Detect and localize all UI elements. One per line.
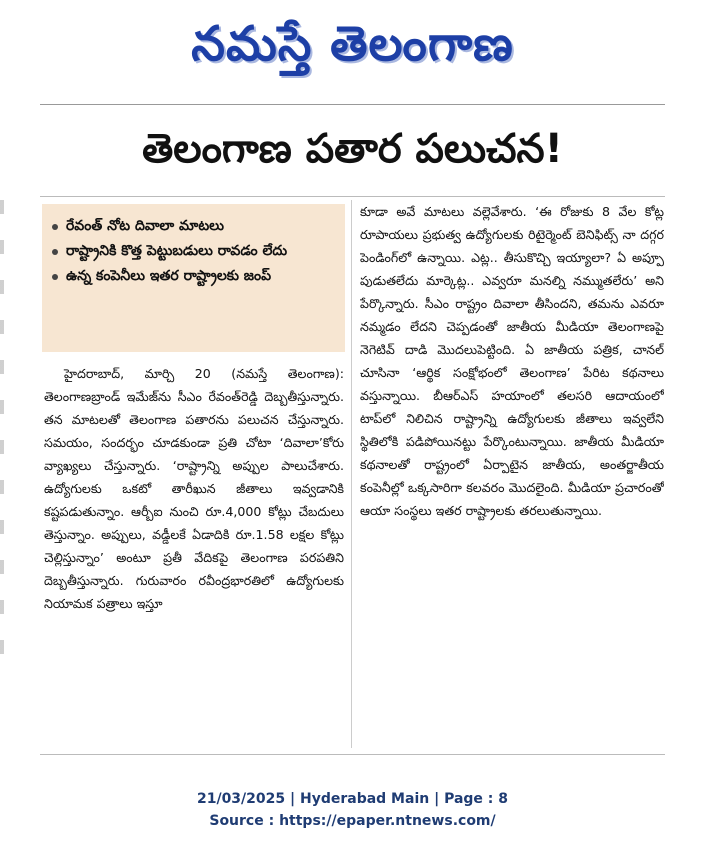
article-column-left (44, 362, 344, 748)
article-column-right (360, 200, 664, 748)
highlight-item: రాష్ట్రానికి కొత్త పెట్టుబడులు రావడం లేదు (52, 241, 337, 262)
highlight-item: రేవంత్ నోట దివాలా మాటలు (52, 216, 337, 237)
source-link[interactable]: Source : https://epaper.ntnews.com/ (209, 813, 496, 829)
source-footer (0, 788, 705, 832)
scan-edge-marks (0, 200, 4, 670)
article-paragraph: కూడా అవే మాటలు వల్లెవేశారు. ‘ఈ రోజుకు 8 వేల కోట్ల రూపాయలు ప్రభుత్వ ఉద్యోగులకు రిటైర్మెంట్ బెనిఫిట్స్ నా దగ్గర పెండింగ్‌లో ఉన్నాయి. ఎట్ల.. తీసుకొచ్చి ఇయ్యాలా? ఏ అప్పూ పుడుతలేదు మార్కెట్ల.. ఎవ్వరూ మనల్ని నమ్ముతలేరు’ అని పేర్కొన్నారు. సీఎం రాష్ట్రం దివాలా తీసిందని, తమను ఎవరూ నమ్మడం లేదని చెప్పడంతో జాతీయ మీడియా తెలంగాణపై నెగెటివ్ దాడి మొదలుపెట్టింది. ఏ జాతీయ పత్రిక, చానల్ చూసినా ‘ఆర్థిక సంక్షోభంలో తెలంగాణ’ పేరిట కథనాలు వస్తున్నాయి. బీఆర్‌ఎస్ హయాంలో తలసరి ఆదాయంలో టాప్‌లో నిలిచిన రాష్ట్రాన్ని ఉద్యోగులకు జీతాలు ఇవ్వలేని స్థితిలోకి పడిపోయినట్టు పేర్కొంటున్నాయి. జాతీయ మీడియా కథనాలతో రాష్ట్రంలో ఏర్పాటైన జాతీయ, అంతర్జాతీయ కంపెనీల్లో ఒక్కసారిగా కలవరం మొదలైంది. మీడియా ప్రచారంతో ఆయా సంస్థలు ఇతర రాష్ట్రాలకు తరలుతున్నాయి. (360, 204, 664, 518)
top-rule (40, 104, 665, 105)
column-divider (351, 200, 352, 748)
highlight-item: ఉన్న కంపెనీలు ఇతర రాష్ట్రాలకు జంప్ (52, 266, 337, 287)
article-paragraph: హైదరాబాద్, మార్చి 20 (నమస్తే తెలంగాణ): తెలంగాణబ్రాండ్ ఇమేజ్‌ను సీఎం రేవంత్‌రెడ్డి దెబ్బతీస్తున్నారు. తన మాటలతో తెలంగాణ పతారను పలుచన చేస్తున్నారు. సమయం, సందర్భం చూడకుండా ప్రతి చోటా ‘దివాలా’కోరు వ్యాఖ్యలు చేస్తున్నారు. ‘రాష్ట్రాన్ని అప్పుల పాలుచేశారు. ఉద్యోగులకు ఒకటో తారీఖున జీతాలు ఇవ్వడానికి కష్టపడుతున్నాం. ఆర్బీఐ నుంచి రూ.4,000 కోట్లు చేబదులు తెస్తున్నాం. అప్పులు, వడ్డీలకే ఏడాదికి రూ.1.58 లక్షల కోట్లు చెల్లిస్తున్నాం’ అంటూ ప్రతీ వేదికపై తెలంగాణ పరపతిని దెబ్బతీస్తున్నారు. గురువారం రవీంద్రభారతిలో ఉద్యోగులకు నియామక పత్రాలు ఇస్తూ (44, 366, 344, 611)
article-headline: తెలంగాణ పతార పలుచన! (142, 126, 563, 172)
newspaper-logo: నమస్తే తెలంగాణ (191, 16, 514, 72)
highlights-box (42, 204, 345, 352)
headline-rule (40, 196, 665, 197)
edition-info: 21/03/2025 | Hyderabad Main | Page : 8 (196, 791, 509, 807)
masthead (0, 0, 705, 100)
bottom-rule (40, 754, 665, 755)
